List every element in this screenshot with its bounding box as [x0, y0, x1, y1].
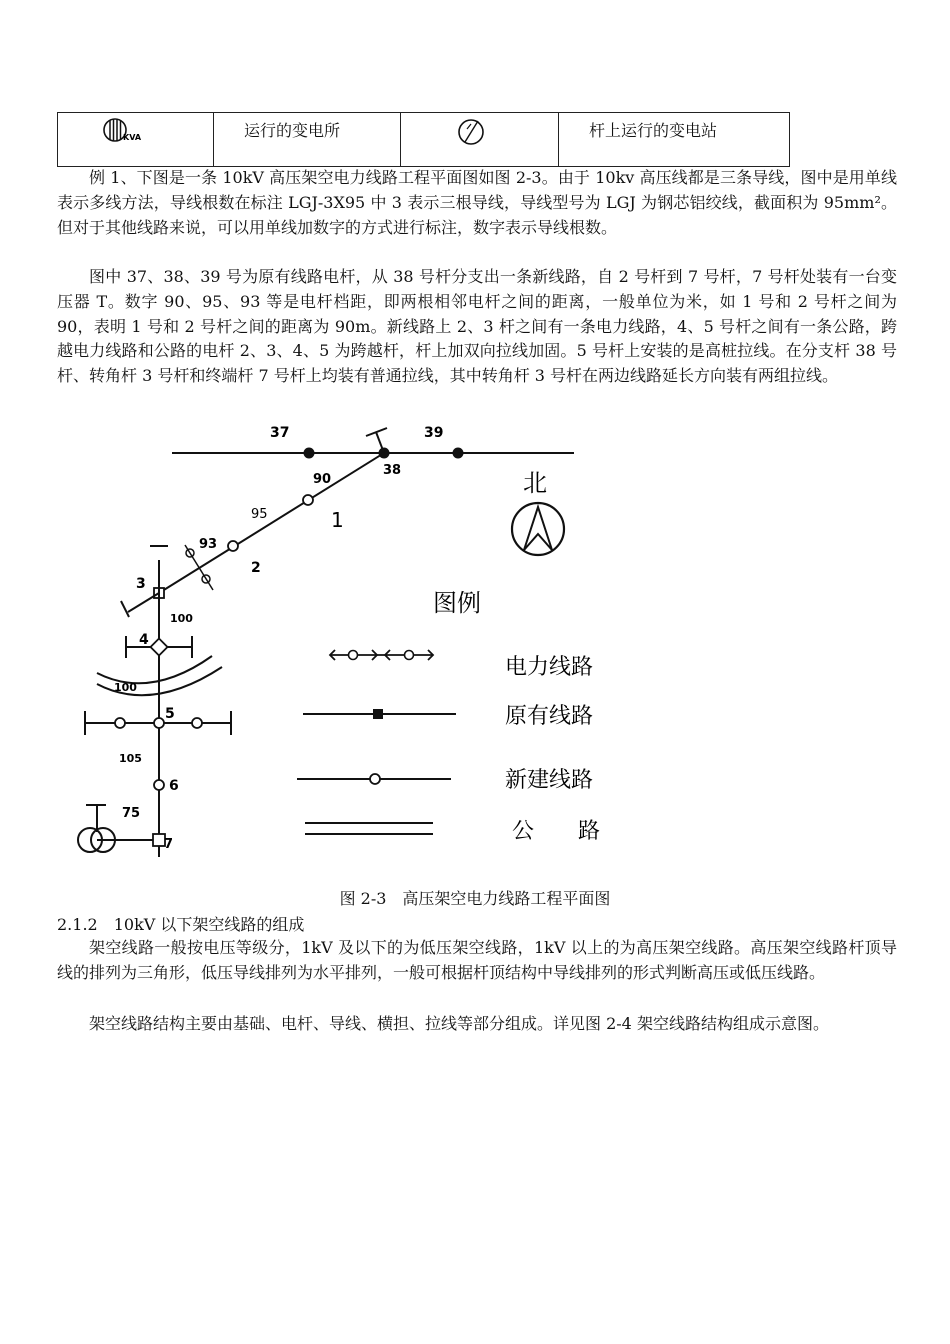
label-span-90: 90: [313, 472, 332, 487]
label-span-75: 75: [122, 806, 141, 821]
label-pole-4: 4: [139, 632, 149, 648]
north-label: 北: [523, 469, 547, 497]
pole-37-dot: [304, 448, 315, 459]
pole-6-circle: [154, 780, 164, 790]
road-arc: [97, 656, 212, 683]
paragraph-example-1: 例 1、下图是一条 10kV 高压架空电力线路工程平面图如图 2-3。由于 10kv 高压线都是三条导线，图中是用单线表示多线方法，导线根数在标注 LGJ-3X95 中 3 表示三根导线，导线型号为 LGJ 为钢芯铝绞线，截面积为 95mm²。但对于其他线路来说，可以用单线加数字的方式进行标注，数字表示导线根数。: [57, 168, 897, 237]
label-pole-37: 37: [270, 425, 290, 441]
line-plan-figure: [0, 410, 950, 880]
pole-substation-label: 杆上运行的变电站: [559, 113, 790, 167]
pole-substation-icon: [401, 113, 558, 161]
pole-4-diamond: [151, 639, 168, 656]
pole-2-circle: [228, 541, 238, 551]
new-branch-line: [159, 453, 384, 593]
label-span-105: 105: [119, 752, 142, 765]
legend-title: 图例: [433, 589, 481, 617]
label-span-93: 93: [199, 537, 218, 552]
label-pole-6: 6: [169, 778, 179, 794]
label-span-100a: 100: [170, 612, 193, 625]
legend-power-line-symbol: [330, 650, 433, 660]
figure-caption: 图 2-3 高压架空电力线路工程平面图: [339, 889, 611, 908]
north-arrow-icon: [512, 503, 564, 555]
label-pole-39: 39: [424, 425, 444, 441]
legend-power-label: 电力线路: [505, 655, 594, 680]
label-span-95: 95: [251, 507, 268, 522]
pole-39-dot: [453, 448, 464, 459]
label-pole-2: 2: [251, 560, 261, 576]
legend-new-label: 新建线路: [505, 768, 594, 793]
section-heading: 2.1.2 10kV 以下架空线路的组成: [57, 915, 305, 934]
pole-1-circle: [303, 495, 313, 505]
label-pole-3: 3: [136, 576, 146, 592]
paragraph-figure-description: 图中 37、38、39 号为原有线路电杆，从 38 号杆分支出一条新线路，自 2 号杆到 7 号杆，7 号杆处装有一台变压器 T。数字 90、95、93 等是电杆档距，即两根相邻电杆之间的距离，一般单位为米，如 1 号和 2 号杆之间为 90，表明 1 号和 2 号杆之间的距离为 90m。新线路上 2、3 杆之间有一条电力线路，4、5 号杆之间有一条公路，跨越电力线路和公路的电杆 2、3、4、5 为跨越杆，杆上加双向拉线加固。5 号杆上安装的是高桩拉线。在分支杆 38 号杆、转角杆 3 号杆和终端杆 7 号杆上均装有普通拉线，其中转角杆 3 号杆在两边线路延长方向装有两组拉线。: [57, 267, 897, 386]
pole-5-circle: [154, 718, 164, 728]
legend-road-label: 公 路: [512, 819, 601, 844]
label-pole-1: 1: [331, 508, 344, 532]
substation-icon: [58, 113, 213, 161]
substation-label: 运行的变电所: [214, 113, 401, 167]
legend-existing-label: 原有线路: [505, 704, 594, 729]
label-span-100b: 100: [114, 681, 137, 694]
kva-label: KVA: [123, 133, 142, 142]
label-pole-7: 7: [164, 837, 174, 852]
pole-substation-symbol-cell: [401, 113, 559, 167]
paragraph-voltage-classification: 架空线路一般按电压等级分，1kV 及以下的为低压架空线路，1kV 以上的为高压架空线路。高压架空线路杆顶导线的排列为三角形，低压导线排列为水平排列，一般可根据杆顶结构中导线排列的形式判断高压或低压线路。: [57, 938, 897, 982]
label-pole-38: 38: [383, 463, 402, 478]
label-pole-5: 5: [165, 706, 175, 722]
pole-3-guy: [128, 593, 159, 612]
symbol-legend-table: [57, 112, 790, 167]
paragraph-structure: 架空线路结构主要由基础、电杆、导线、横担、拉线等部分组成。详见图 2-4 架空线路结构组成示意图。: [89, 1014, 829, 1033]
substation-symbol-cell: [58, 113, 214, 167]
